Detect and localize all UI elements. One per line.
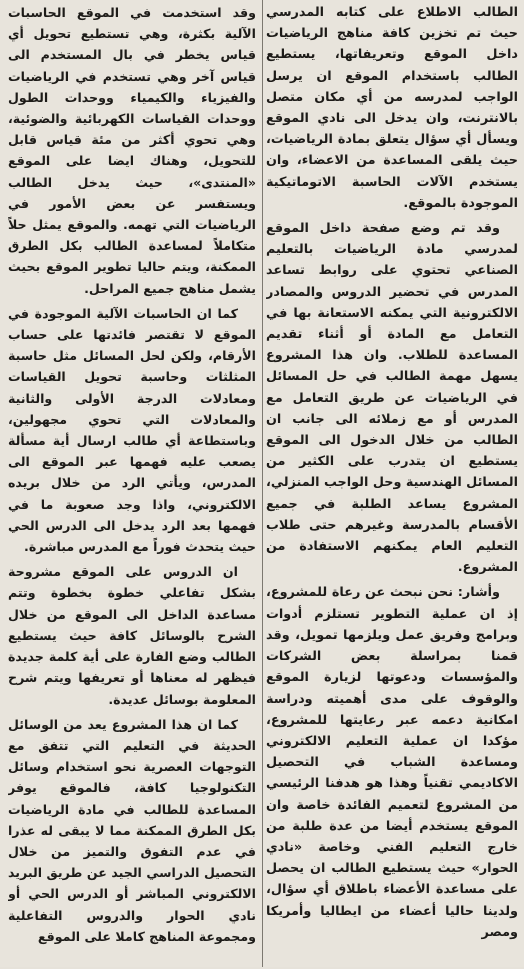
article-column-left [8,0,256,969]
article-paragraph: كما ان الحاسبات الآلية الموجودة في الموقع لا تقتصر فائدتها على حساب الأرقام، ولكن لحل المسائل مثل حاسبة المثلثات وحاسبة تحويل القياسات ومعادلات الدرجة الأولى والثانية والمعادلات التي تحوي مجهولين، وباستطاعة أي طالب ارسال أية مسألة يصعب عليه فهمها عبر الموقع الى المدرس، ويأتي الرد من خلال بريده الالكتروني، واذا وجد صعوبة ما في فهمها بعد الرد يدخل الى الدرس الحي حيث يتحدث فوراً مع المدرس مباشرة. [8,305,256,555]
article-paragraph: ان الدروس على الموقع مشروحة بشكل تفاعلي خطوة بخطوة وتتم مساعدة الداخل الى الموقع من خلال الشرح بالوسائل كافة حيث يستطيع الطالب وضع الفارة على أية كلمة جديدة فيظهر له معناها أو تعريفها ويتم شرح المعلومة بوسائل عديدة. [8,564,256,707]
article-paragraph: الطالب الاطلاع على كتابه المدرسي حيث تم تخزين كافة مناهج الرياضيات داخل الموقع وتعريفاتها، يستطيع الطالب باستخدام الموقع ان يرسل الواجب لمدرسه من أي مكان متصل بالانترنت، وان يدخل الى نادي الموقع ويسأل أي سؤال يتعلق بمادة الرياضيات، حيث يلقى المساعدة من الاعضاء، وان يستخدم الآلات الحاسبة الاتوماتيكية الموجودة بالموقع. [266,5,518,211]
article-paragraph: وقد تم وضع صفحة داخل الموقع لمدرسي مادة الرياضيات بالتعليم الصناعي تحتوي على روابط تساعد المدرس في تحضير الدروس والمصادر الالكترونية التي يمكنه الاستعانة بها في التعامل مع المادة أو أثناء تقديم المساعدة للطلاب. وان هذا المشروع يسهل مهمة الطالب في حل المسائل في الرياضيات عن طريق التعامل مع المدرس أو مع زملائه الى جانب ان الطالب من خلال الدخول الى الموقع يستطيع ان يتدرب على الكثير من المسائل الهندسية وحل الواجب المنزلي، المشروع يساعد الطلبة في جميع الأقسام بالمدرسة وغيرهم حتى طلاب التعليم العام يمكنهم الاستفادة من المشروع. [266,221,518,576]
article-column-right [266,0,518,969]
article-paragraph: وأشار: نحن نبحث عن رعاة للمشروع، إذ ان عملية التطوير تستلزم أدوات وبرامج وفريق عمل ويلزمها تمويل، وقد قمنا بمراسلة بعض الشركات والمؤسسات ودعوتها لزيارة الموقع والوقوف على مدى أهميته ودراسة امكانية دعمه عبر رعايتها للمشروع، مؤكدا ان عملية التعليم الالكتروني ومساعدة الشباب في التحصيل الاكاديمي تقنياً وهذا هو هدفنا الرئيسي من المشروع لتعميم الفائدة خاصة وان الموقع يستخدم أيضا من عدة طلبة من خارج التعليم الفني وخاصة «نادي الحوار» حيث يستطيع الطالب ان يحصل على مساعدة الأعضاء باطلاق أي سؤال، ولدينا حاليا أعضاء من ايطاليا وأمريكا ومصر [266,585,518,940]
article-paragraph: كما ان هذا المشروع يعد من الوسائل الحديثة في التعليم التي تتفق مع التوجهات العصرية نحو استخدام وسائل التكنولوجيا كافة، فالموقع يوفر المساعدة للطالب في مادة الرياضيات بكل الطرق الممكنة مما لا يبقى له عذرا في عدم التفوق والتميز من خلال التحصيل الدراسي الجيد عن طريق البريد الالكتروني المباشر أو الدرس الحي أو نادي الحوار والدروس التفاعلية ومجموعة المناهج كاملا على الموقع [8,716,256,944]
column-divider [262,0,263,967]
article-paragraph: وقد استخدمت في الموقع الحاسبات الآلية بكثرة، وهي تستطيع تحويل أي قياس يخطر في بال المستخدم الى قياس آخر وهي تستخدم في الرياضيات والفيزياء والكيمياء ووحدات الطول ووحدات القياسات الكهربائية والضوئية، وهي تحوي أكثر من مئة قياس قابل للتحويل، وهناك ايضا على الموقع «المنتدى»، حيث يدخل الطالب ويستفسر عن بعض الأمور في الرياضيات التي تهمه. والموقع يمثل حلاً متكاملاً لمساعدة الطالب بكل الطرق الممكنة، ويتم حاليا تطوير الموقع بحيث يشمل مناهج جميع المراحل. [8,5,256,296]
